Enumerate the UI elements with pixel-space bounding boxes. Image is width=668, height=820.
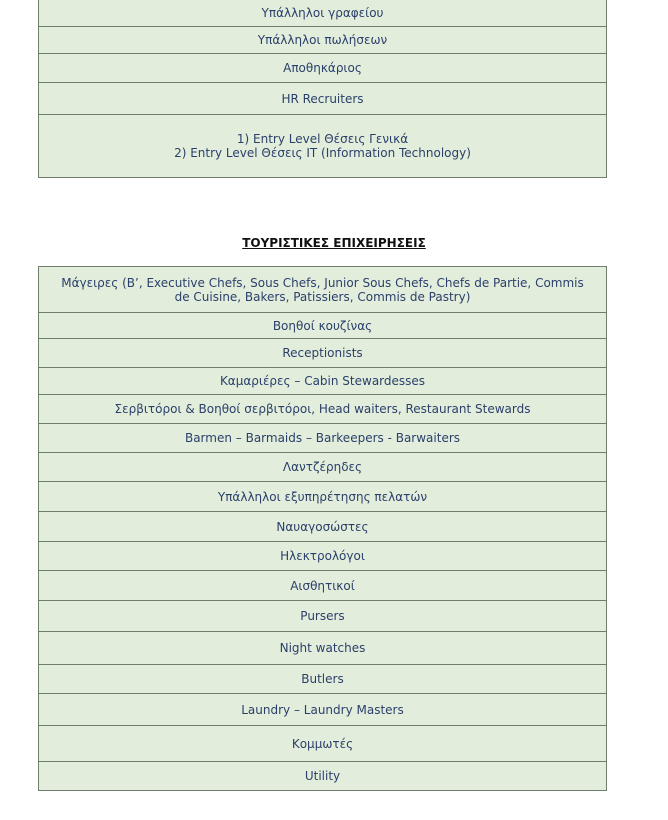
table-cell: Ναυαγοσώστες bbox=[39, 512, 607, 542]
table-cell: Βοηθοί κουζίνας bbox=[39, 313, 607, 339]
table-cell: Barmen – Barmaids – Barkeepers - Barwaiters bbox=[39, 424, 607, 453]
entry-level-general: 1) Entry Level Θέσεις Γενικά bbox=[236, 132, 409, 146]
table-cell: Καμαριέρες – Cabin Stewardesses bbox=[39, 368, 607, 395]
table-cell: Κομμωτές bbox=[39, 726, 607, 762]
tourism-jobs-table bbox=[38, 266, 607, 791]
entry-level-cell bbox=[39, 115, 607, 178]
table-cell: Pursers bbox=[39, 601, 607, 632]
entry-level-it: 2) Entry Level Θέσεις IT (Information Technology) bbox=[174, 146, 471, 160]
table-cell: Receptionists bbox=[39, 339, 607, 368]
table-cell: Butlers bbox=[39, 665, 607, 694]
table-cell: Αποθηκάριος bbox=[39, 54, 607, 83]
table-cell: Υπάλληλοι πωλήσεων bbox=[39, 27, 607, 54]
table-cell: Αισθητικοί bbox=[39, 571, 607, 601]
table-cell: Μάγειρες (Β’, Executive Chefs, Sous Chefs, Junior Sous Chefs, Chefs de Partie, Commis de Cuisine, Bakers, Patissiers, Commis de Pastry) bbox=[39, 267, 607, 313]
table-cell: Σερβιτόροι & Βοηθοί σερβιτόροι, Head waiters, Restaurant Stewards bbox=[39, 395, 607, 424]
table-cell: Ηλεκτρολόγοι bbox=[39, 542, 607, 571]
table-cell: HR Recruiters bbox=[39, 83, 607, 115]
table-cell: Laundry – Laundry Masters bbox=[39, 694, 607, 726]
office-jobs-table bbox=[38, 0, 607, 178]
table-cell: Λαντζέρηδες bbox=[39, 453, 607, 482]
table-cell: Utility bbox=[39, 762, 607, 791]
section-heading: ΤΟΥΡΙΣΤΙΚΕΣ ΕΠΙΧΕΙΡΗΣΕΙΣ bbox=[242, 236, 426, 250]
table-cell: Night watches bbox=[39, 632, 607, 665]
table-cell: Υπάλληλοι εξυπηρέτησης πελατών bbox=[39, 482, 607, 512]
table-cell: Υπάλληλοι γραφείου bbox=[39, 0, 607, 27]
